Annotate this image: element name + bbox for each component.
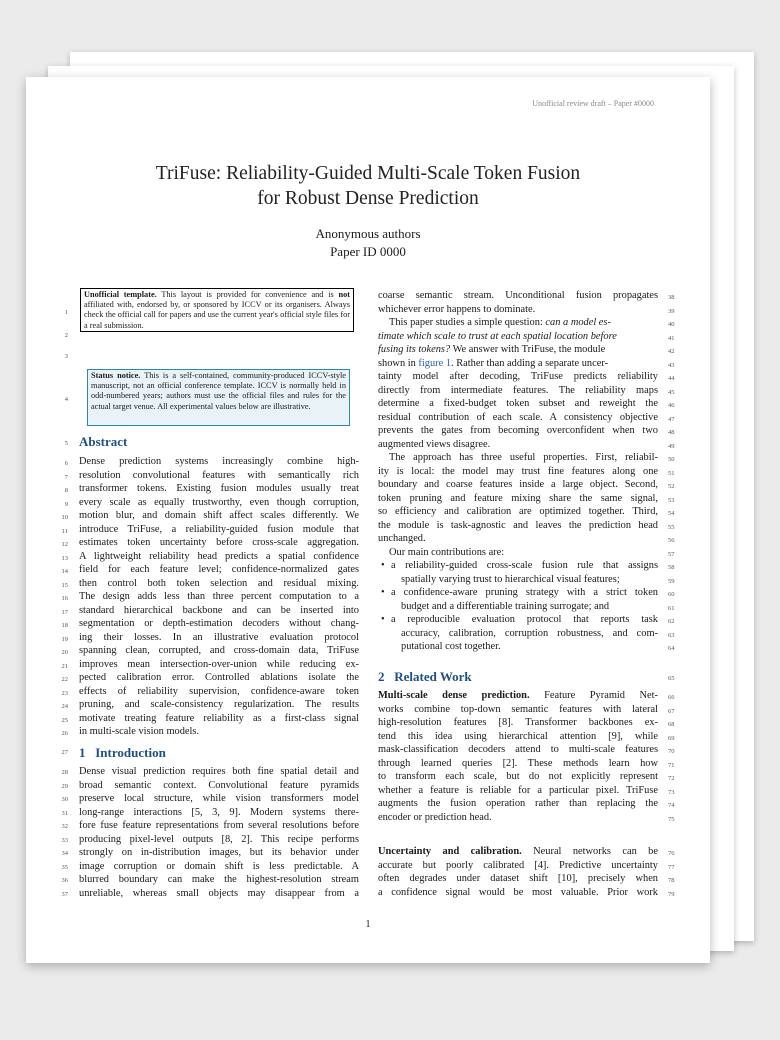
status-notice xyxy=(87,369,350,426)
line-number: 22 xyxy=(61,676,68,683)
line-number: 56 xyxy=(668,537,675,544)
contribution-item xyxy=(381,559,658,586)
text-line: so efficiency and calibration are optimized together. Third, xyxy=(378,506,658,517)
intro-title: Introduction xyxy=(95,745,166,760)
text-line: fore fuse feature representations from several resolutions before xyxy=(79,820,359,831)
abstract-heading: Abstract xyxy=(79,434,128,449)
text-line: preserve local structure, while vision transformers model xyxy=(79,793,359,804)
text-line: broad semantic context. Convolutional feature pyramids xyxy=(79,779,359,791)
text-line: Our main contributions are: xyxy=(389,546,505,558)
text-line: encoder or prediction head. xyxy=(378,811,492,823)
fig-post: . Rather than adding a separate uncer- xyxy=(451,357,609,369)
notice-text-b: affiliated with, endorsed by, or sponsored by ICCV or its organisers. Always check the official call for papers and use the current year's official style files for a real submission. xyxy=(84,300,350,330)
line-number: 18 xyxy=(61,622,68,629)
contribution-item xyxy=(381,613,658,654)
contributions-list xyxy=(378,559,658,654)
text-line: long-range interactions [5, 3, 9]. Modern systems there- xyxy=(79,806,359,818)
line-number: 3 xyxy=(64,353,68,360)
text-line: ity is local: the model may trust fine features along one xyxy=(378,465,658,477)
notice-not: not xyxy=(338,290,351,299)
question-italic-3: fusing its tokens? xyxy=(378,344,451,355)
text-line: a confidence signal would be most valuable. Prior work xyxy=(378,886,658,898)
text-line: token pruning and feature mixing share the same signal, xyxy=(378,492,658,504)
line-number: 38 xyxy=(668,294,675,301)
line-number: 73 xyxy=(668,788,675,796)
line-number: 70 xyxy=(668,748,675,755)
text-line: The approach has three useful properties. First, reliabil- xyxy=(389,452,658,463)
text-line: augmented views disagree. xyxy=(378,438,491,450)
line-number: 39 xyxy=(668,307,675,315)
line-number: 46 xyxy=(668,402,675,409)
intro-heading xyxy=(79,745,166,761)
line-number: 41 xyxy=(668,334,675,342)
text-line: ing their losses. In an illustrative evaluation protocol xyxy=(79,631,359,643)
text-line: whichever error happens to dominate. xyxy=(378,303,536,315)
text-line: motion blur, and domain shift affect scales differently. We xyxy=(79,510,359,521)
text-line xyxy=(378,845,658,859)
line-number: 29 xyxy=(61,782,68,790)
line-number: 23 xyxy=(61,689,68,697)
text-line: budget and a differentiable training surrogate; and xyxy=(401,600,610,612)
author-block xyxy=(26,225,710,261)
text-line: The design adds less than three percent computation to a xyxy=(79,591,359,602)
text-line: in multi-scale vision models. xyxy=(79,726,200,737)
text-line: spatially varying trust to hierarchical visual features; xyxy=(401,573,620,585)
text-line: a reproducible evaluation protocol that reports task xyxy=(391,614,658,625)
line-number: 25 xyxy=(61,716,68,724)
text-line: accurate but poorly calibrated [4]. Predictive uncertainty xyxy=(378,859,658,871)
text-line: resolution convolutional features with semantically rich xyxy=(79,469,359,481)
line-number: 66 xyxy=(668,694,675,701)
lead-continuation: Feature Pyramid Net- xyxy=(529,690,658,701)
line-number: 21 xyxy=(61,662,68,670)
line-number: 28 xyxy=(61,769,68,776)
text-line: works combine top-down semantic features with lateral xyxy=(378,703,658,715)
text-line: high-resolution features [8]. Transformer backbones ex- xyxy=(378,717,658,728)
text-line: augments the fusion operation rather than replacing the xyxy=(378,798,658,809)
line-number: 58 xyxy=(668,564,675,571)
line-number: 78 xyxy=(668,877,675,884)
running-header: Unofficial review draft – Paper #0000 xyxy=(532,99,654,108)
text-line: spanning clean, corrupted, and cross-domain data, TriFuse xyxy=(79,645,359,656)
line-number: 51 xyxy=(668,469,675,477)
multiscale-paragraph xyxy=(378,689,658,824)
text-line: segmentation or depth-estimation decoders without chang- xyxy=(79,618,359,629)
line-number: 55 xyxy=(668,523,675,531)
text-line: image corruption or domain shift is less predictable. A xyxy=(79,860,359,872)
line-number: 26 xyxy=(61,730,68,737)
text-line: motivate treating feature reliability as a first-class signal xyxy=(79,712,359,724)
line-number: 2 xyxy=(64,332,68,339)
text-line: tainty model after decoding, TriFuse predicts reliability xyxy=(378,371,658,382)
line-number: 17 xyxy=(61,608,68,616)
text-line: directly from intermediate features. The reliability maps xyxy=(378,384,658,396)
text-line: blurred boundary can make the highest-resolution stream xyxy=(79,874,359,885)
text-line: Dense prediction systems increasingly combine high- xyxy=(79,456,359,467)
text-line: pruning, and scale-consistency regularization. The results xyxy=(79,699,359,710)
line-number: 40 xyxy=(668,321,675,328)
notice-lead: Unofficial template. xyxy=(84,290,157,299)
text-line: introduce TriFuse, a reliability-guided fusion module that xyxy=(79,523,359,535)
unofficial-template-notice xyxy=(80,288,354,332)
text-line: field for each feature level; confidence-normalized gates xyxy=(79,564,359,575)
paragraph-lead: Multi-scale dense prediction. xyxy=(378,690,530,701)
line-number: 16 xyxy=(61,595,68,602)
text-line: Dense visual prediction requires both fine spatial detail and xyxy=(79,766,359,777)
text-line: coarse semantic stream. Unconditional fusion propagates xyxy=(378,290,658,301)
abstract-text xyxy=(79,455,359,739)
related-number: 2 xyxy=(378,669,385,684)
line-number: 64 xyxy=(668,645,675,652)
text-line: standard hierarchical backbone and can be inserted into xyxy=(79,604,359,616)
paper-id: Paper ID 0000 xyxy=(330,244,406,259)
line-number: 30 xyxy=(61,796,68,803)
line-number: 32 xyxy=(61,823,68,830)
related-title: Related Work xyxy=(394,669,472,684)
line-number: 71 xyxy=(668,761,675,769)
text-line: estimates token uncertainty before cross-scale aggregation. xyxy=(79,537,359,548)
paper-title xyxy=(26,161,710,211)
line-number: 4 xyxy=(64,396,68,403)
line-number: 34 xyxy=(61,850,68,857)
line-number: 49 xyxy=(668,442,675,450)
text-line: mask-classification decoders attend to multi-scale features xyxy=(378,744,658,755)
text-line: through learned queries [2]. These methods learn how xyxy=(378,757,658,769)
question-pre: This paper studies a simple question: xyxy=(389,317,546,328)
figure-ref-line xyxy=(378,357,658,371)
text-line: every scale as equally trustworthy, even though corruption, xyxy=(79,496,359,508)
line-number: 75 xyxy=(668,815,675,823)
line-number: 57 xyxy=(668,550,675,558)
text-line: accuracy, calibration, corruption robustness, and com- xyxy=(401,627,658,639)
line-number: 9 xyxy=(64,500,68,508)
related-heading xyxy=(378,669,472,685)
line-number: 13 xyxy=(61,554,68,562)
text-line: strongly on in-distribution images, but its behavior under xyxy=(79,847,359,858)
line-number: 53 xyxy=(668,496,675,504)
status-lead: Status notice. xyxy=(91,371,141,380)
line-number: 47 xyxy=(668,415,675,423)
line-number: 1 xyxy=(64,309,68,316)
line-number: 63 xyxy=(668,631,675,639)
text-line: transformer tokens. Existing fusion modules usually treat xyxy=(79,483,359,494)
lead-continuation: Neural networks can be xyxy=(521,846,658,857)
line-number: 69 xyxy=(668,734,675,742)
text-line: boundary and coarse features inside a large object. Second, xyxy=(378,479,658,490)
text-line: the module is task-agnostic and leaves the prediction head xyxy=(378,519,658,531)
text-line: determine a fixed-budget token subset and reweight the xyxy=(378,398,658,409)
text-line: to transform each scale, but do not explicitly represent xyxy=(378,771,658,782)
text-line: prevents the gates from becoming overconfident when two xyxy=(378,425,658,436)
line-number: 35 xyxy=(61,863,68,871)
line-number: 52 xyxy=(668,483,675,490)
line-number: 8 xyxy=(64,487,68,494)
text-line: unchanged. xyxy=(378,533,426,544)
line-number: 19 xyxy=(61,635,68,643)
line-number: 61 xyxy=(668,604,675,612)
question-line-3 xyxy=(378,343,658,357)
line-number: 24 xyxy=(61,703,68,710)
text-line: improves mean intersection-over-union while reducing ex- xyxy=(79,658,359,670)
line-number: 11 xyxy=(61,527,68,535)
text-line: producing pixel-level outputs [8, 2]. This recipe performs xyxy=(79,833,359,845)
question-line-2: timate which scale to trust at each spatial location before xyxy=(378,330,617,342)
figure-1-link[interactable]: figure 1 xyxy=(418,357,452,369)
line-number: 36 xyxy=(61,877,68,884)
paragraph-lead: Uncertainty and calibration. xyxy=(378,846,522,857)
text-line xyxy=(378,689,658,703)
authors: Anonymous authors xyxy=(315,226,421,241)
line-number: 31 xyxy=(61,809,68,817)
question-italic-1: can a model es- xyxy=(545,317,611,328)
line-number: 12 xyxy=(61,541,68,548)
line-number: 20 xyxy=(61,649,68,656)
contribution-item xyxy=(381,586,658,613)
text-line: putational cost together. xyxy=(401,641,501,652)
text-line: tend this idea using hierarchical attention [9], while xyxy=(378,730,658,742)
status-text: This is a self-contained, community-produced ICCV-style manuscript, not an official conference template. ICCV is normally held in odd-numbered years; authors must use the official files and rules for the actual target venue. All experimental values below are illustrative. xyxy=(91,371,346,411)
line-number: 44 xyxy=(668,375,675,382)
line-number: 65 xyxy=(668,675,675,682)
line-number: 60 xyxy=(668,591,675,598)
title-line-2: for Robust Dense Prediction xyxy=(257,188,479,209)
text-line: often degrades under dataset shift [10], precisely when xyxy=(378,873,658,884)
uncertainty-paragraph xyxy=(378,845,658,899)
text-line: pected calibration error. Controlled ablations isolate the xyxy=(79,672,359,683)
intro-number: 1 xyxy=(79,745,86,760)
question-post: We answer with TriFuse, the module xyxy=(450,344,606,355)
text-line: a reliability-guided cross-scale fusion rule that assigns xyxy=(391,560,658,571)
text-line: whether a feature is reliable for a particular pixel. TriFuse xyxy=(378,784,658,796)
line-number: 10 xyxy=(61,514,68,521)
line-number: 48 xyxy=(668,429,675,436)
text-line: unreliable, whereas small objects may disappear from a xyxy=(79,887,359,899)
bullet-dot: • xyxy=(381,587,385,598)
paper-page xyxy=(26,77,710,963)
right-column-text xyxy=(378,289,658,654)
line-number: 45 xyxy=(668,388,675,396)
text-line: a confidence-aware pruning strategy with a strict token xyxy=(391,587,658,598)
line-number: 42 xyxy=(668,348,675,355)
line-number: 27 xyxy=(61,749,68,756)
notice-text-a: This layout is provided for convenience and is xyxy=(156,290,339,299)
title-line-1: TriFuse: Reliability-Guided Multi-Scale Token Fusion xyxy=(155,163,581,184)
line-number: 59 xyxy=(668,577,675,585)
bullet-dot: • xyxy=(381,560,385,571)
line-number: 74 xyxy=(668,802,675,809)
line-number: 72 xyxy=(668,775,675,782)
line-number: 62 xyxy=(668,618,675,625)
text-line: A lightweight reliability head predicts a spatial confidence xyxy=(79,550,359,562)
line-number: 43 xyxy=(668,361,675,369)
line-number: 37 xyxy=(61,890,68,898)
line-number: 76 xyxy=(668,850,675,857)
line-number: 54 xyxy=(668,510,675,517)
text-line: then control both token selection and residual mixing. xyxy=(79,577,359,589)
page-number: 1 xyxy=(365,919,371,930)
line-number: 14 xyxy=(61,568,68,575)
line-number: 77 xyxy=(668,863,675,871)
line-number: 7 xyxy=(64,473,68,481)
line-number: 79 xyxy=(668,890,675,898)
text-line: effects of reliability supervision, confidence-aware token xyxy=(79,685,359,697)
line-number: 6 xyxy=(64,460,68,467)
fig-pre: shown in xyxy=(378,357,419,369)
line-number: 15 xyxy=(61,581,68,589)
text-line: residual contribution of each scale. A consistency objective xyxy=(378,411,658,423)
line-number: 33 xyxy=(61,836,68,844)
line-number: 67 xyxy=(668,707,675,715)
line-number: 50 xyxy=(668,456,675,463)
line-number: 68 xyxy=(668,721,675,728)
bullet-dot: • xyxy=(381,614,385,625)
line-number: 5 xyxy=(64,440,68,447)
intro-text xyxy=(79,765,359,900)
question-line-1 xyxy=(378,316,658,330)
